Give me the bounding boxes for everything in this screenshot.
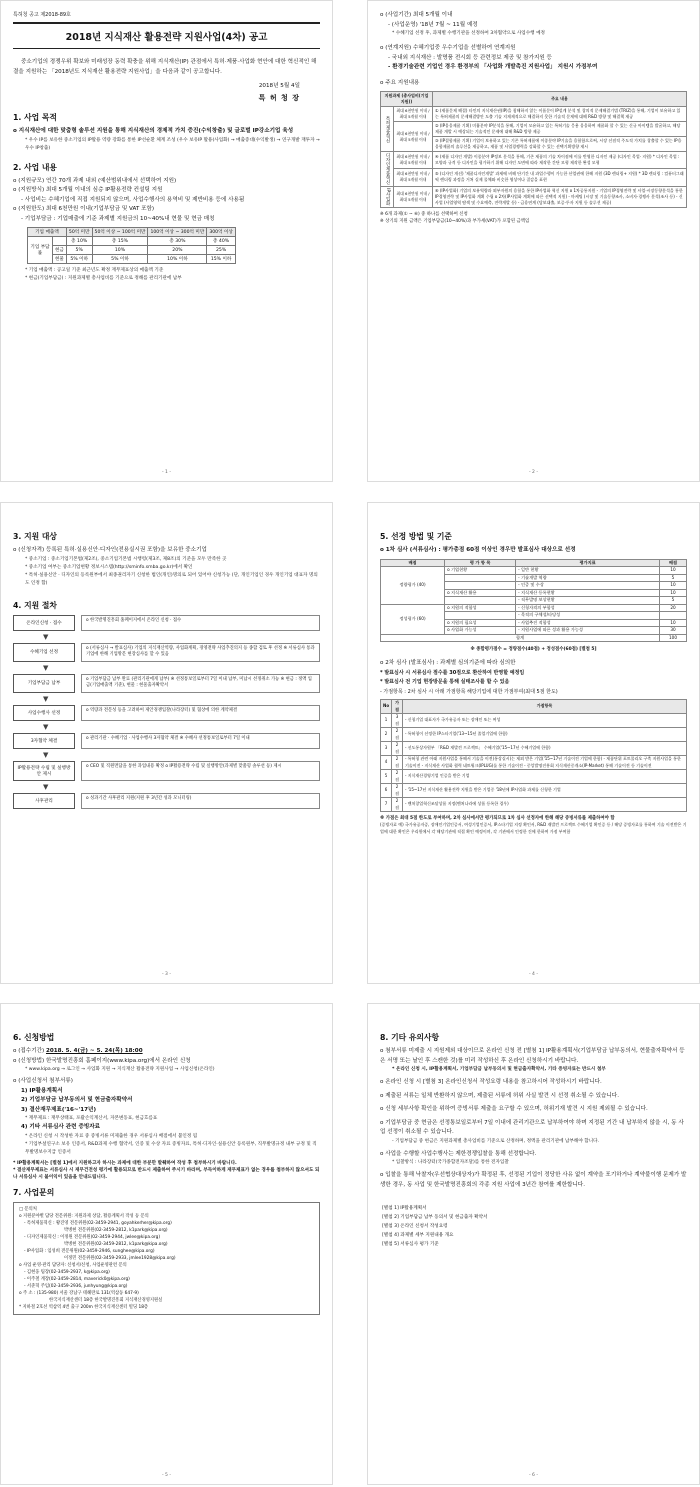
limit-cell: 최대 6천만원 이내 / 최대 5개월 이내: [394, 152, 433, 169]
contact-line: - IP사업화 : 임성희 전문위원(02-3459-2946, sunghee@kipa.org): [24, 1248, 155, 1254]
page-5: [0, 1003, 333, 1485]
page-number: - 1 -: [162, 470, 171, 475]
table-cell: 2점: [392, 728, 403, 742]
table-cell: 2점: [392, 784, 403, 798]
contact-line: - 디자인제품혁신 : 이정원 전문위원(02-3459-2944, jwlee@kipa.org): [24, 1234, 161, 1240]
table-cell: o 기업현황: [445, 567, 516, 575]
group-name: 정량평가 (40): [381, 567, 445, 605]
table-cell: 10: [660, 589, 687, 597]
step-label: IP활용전략 수립 및 실행방안 제시: [13, 761, 75, 781]
project-schedule-note: * 수혜기업 선정 후, 과제별 수행기관을 선정하여 3차협약으로 사업수행 예정: [392, 31, 545, 36]
step-label: 사후관리: [13, 793, 75, 809]
table-cell: 2점: [392, 756, 403, 770]
contact-line: 박병현 전문위원(02-3459-2812, k1park@kipa.org): [64, 1241, 168, 1247]
bonus-evidence-note: (증빙자료 예) 국가유공자증, 장애인기업인증서, 여성기업인증서, IP스타기업 지정 확인서, R&D 재발견 프로젝트 수혜기업 확인증 등 / 해당 증빙자료를 통하여 기술 이전받은 기업에 대한 확인은 우리원에서 각 해당기관에 직접 확인 예정이며, 각 기관에서 인정한 건에 한하여 가점 부여함: [380, 822, 687, 834]
table-cell: - 기술개발 역량: [516, 574, 660, 582]
section-1-title: 1. 사업 목적: [13, 113, 57, 122]
total-value: 100: [660, 634, 687, 642]
bonus-note: ※ 가점은 최대 5점 한도로 부여하며, 2차 심사에서만 평가되므로 1차 심사 선정자에 한해 해당 증빙서류를 제출하여야 함: [380, 816, 615, 821]
table-cell: - 특허청 관련 아래 지원사업을 통해서 기술을 이전(통상실시)는 제외 받은 기업('15~17년 기술이전 기업에 한함) - 제품단위 포트폴리오 구축 지원사업을 통한 기술이전 - 지식재산 사업화 협력 네트워크(IPLUG)를 통한 기술이전 - 중앙발명진흥회 지식재산중개소(IP-Market) 통해 기술이전 등 기술이전: [402, 756, 686, 770]
table-cell: 10: [660, 619, 687, 627]
table-cell: - 인증 및 수상: [516, 582, 660, 590]
step-description: o 성과기간 사후관리 지원(지원 후 3년간 성과 모니터링): [81, 793, 320, 809]
second-review: o 2차 심사 (발표심사) : 과제별 심의기준에 따라 심의한: [380, 660, 516, 666]
section-4-title: 4. 지원 절차: [13, 600, 57, 610]
document-note: * 기업부설연구소 보유 인증서, R&D과제 수행 협약서, 인증 및 수상 자료 증빙자료, 특허·디자인·실용신안 등록원부, 직무발명규정 내부 규정 및 직무발명보수지급 인증서: [25, 1141, 317, 1155]
table-cell: 총 40%: [207, 237, 236, 246]
contact-line: 이정민 전문위원(02-3459-2933, jmlee1928@kipa.org): [64, 1255, 176, 1261]
table-cell: 총 30%: [148, 237, 207, 246]
linked-support-env: - 환경기술관련 기업인 경우 환경부의 「사업화 개발촉진 지원사업」 지원시 가점부여: [388, 64, 598, 70]
table-cell: - 선도통상자원부 「R&D 재발견 프로젝트」 수혜기업('15~17년 수혜기업에 한함): [402, 742, 686, 756]
signer: 특 허 청 장: [258, 94, 300, 102]
table-cell: 5: [660, 574, 687, 582]
table-cell: - 지식재산 등록현황: [516, 589, 660, 597]
table-cell: - 사업추진 적합성: [516, 619, 660, 627]
limit-cell: 최대 6천만원 이내 / 최대 5개월 이내: [394, 122, 433, 152]
bonus-intro: - 가점항목 : 2차 심사 시 아래 가점항목 해당기업에 대한 가점부여(최대 5점 한도): [380, 688, 558, 695]
table-header: 평 가 항 목: [445, 559, 516, 567]
intro-paragraph: 중소기업의 경쟁우위 확보와 미래성장 동력 확충을 위해 지식재산(IP) 관점에서 특허·제품·사업화 현안에 대한 혁신적인 해결을 지원하는 「2018년도 지식재산 활용전략 지원사업」을 다음과 같이 공고합니다.: [13, 59, 317, 75]
document-note: * 온라인 신청 시 작성한 자료 중 증빙서류 미제출한 경우 서류심사 배점에서 불인정 됨: [25, 1133, 198, 1139]
table-cell: 10: [660, 567, 687, 575]
table-cell: 20: [660, 604, 687, 612]
table-cell: 15% 이하: [207, 255, 236, 264]
procedure-step: [13, 733, 320, 759]
table-cell: - 신청자격의 부합성: [516, 604, 660, 612]
table-row: [381, 728, 687, 742]
section-2-title: 2. 사업 내용: [13, 162, 57, 172]
content-cell: ② (IP융융제품 기획) 미흡분야 IP분석을 통해, 기업이 모유하고 있는 특허기술 응용 융융하여 제품화 할 수 있는 신규 아이템을 발굴하고, 해당 제품 개발 시 예상되는 기술적인 문제에 대해 R&D 방향 제공: [433, 122, 687, 137]
content-cell: ③ (IP결합제품 기획) 기업이 보유하고 있는 기존 특허제품에 이종분야 IP기술을 융합함으로써, 시장 선점적 주도적 가치를 창출할 수 있는 IP융융합제품의 솔루션을 제공하고, 제품 및 사업경쟁력을 강화할 수 있는 선택기획방향 제시: [433, 137, 687, 152]
total-label: 합계: [381, 634, 660, 642]
procedure-step: [13, 761, 320, 791]
note-revenue: * 기업 매출액 : 공고일 기준 최근년도 확정 재무제표상의 매출액 기준: [25, 268, 164, 273]
table-header: 50억 이상 ~ 100억 미만: [92, 228, 148, 237]
document-note: * 재무제표 : 재무상태표, 포괄손익계산서, 자본변동표, 현금흐름표: [25, 1116, 158, 1121]
contact-line: - 특허제품혁신 : 황진영 전문위원(02-3459-2941, goyahkerher@kipa.org): [24, 1220, 172, 1226]
group-label: 기업 부담률: [28, 237, 53, 264]
document-item: 3) 결산재무제표('16~'17년): [21, 1106, 97, 1113]
linked-support: o (연계지원) 수혜기업중 우수기업을 선별하여 연계지원: [380, 45, 516, 51]
table-cell: 3: [381, 742, 392, 756]
contact-line: 박병현 전문위원(02-3459-2812, k1park@kipa.org): [64, 1227, 168, 1233]
support-scale: o (지원규모) 연간 70개 과제 내외 (예산범위내에서 선택하여 지원): [13, 177, 177, 184]
table-row: [381, 798, 687, 812]
table-cell: 30: [660, 627, 687, 635]
table-cell: 1: [381, 714, 392, 728]
notice-item: o 사업을 수행할 사업수행사는 제한경쟁입찰을 통해 선정합니다.: [380, 1150, 537, 1157]
table-header: No: [381, 700, 392, 714]
page-number: - 5 -: [162, 1473, 171, 1478]
table-row: [381, 784, 687, 798]
page-number: - 6 -: [529, 1473, 538, 1478]
eligibility-note: * 특허·실용신안 · 디자인의 등록원부에서 최종권리자기 신청한 법인(개인)명의로 되어 있어야 신청가능 (단, 개인기업인 경우 개인기업 대표자 명의도 인정 함): [25, 572, 318, 586]
second-review-note: * 발표심사 시 서류심사 점수를 30점으로 환산하여 반영할 예정임: [380, 669, 525, 676]
table-row: [381, 714, 687, 728]
step-description: o 역량과 전문성 등을 고려하여 제안경쟁입찰(나라장터) 및 협상에 의한 계약체결: [81, 705, 320, 721]
project-period: o (사업기간) 최대 5개월 이내: [380, 12, 453, 18]
table-header: 가점: [392, 700, 403, 714]
step-description: o CEO 및 직원면담을 통한 과업내용 확정 o IP활용전략 수립 및 실행방안(과제별 맞춤형 솔루션 등) 제시: [81, 761, 320, 781]
table-header: 배점: [660, 559, 687, 567]
section-1-text: o 지식재산에 대한 맞춤형 솔루션 지원을 통해 지식재산의 경제적 가치 증진(수익창출) 및 글로벌 IP강소기업 육성: [13, 128, 294, 134]
step-description: o 한국발명진흥회 홈페이지에서 온라인 신청 · 접수: [81, 615, 320, 631]
contact-line: - 김현웅 팀장(02-3459-2937, k@kipa.org): [24, 1269, 110, 1275]
category-cell: IP사업화: [381, 186, 394, 207]
down-arrow-icon: ▼: [43, 722, 49, 731]
note-cash: * 현금(기업부담금) : 지원과제별 총사업비를 기준으로 정해를 관리기관에 납부: [25, 276, 182, 281]
address-line: 한국지식재산센터 18층 한국발명진흥회 지식재산경영지원실: [49, 1297, 163, 1303]
table-cell: 2점: [392, 770, 403, 784]
category-cell: 특허제품혁신: [381, 107, 394, 152]
procedure-flow: [13, 615, 320, 809]
attachment-item: [별첨 1] IP활용계획서: [382, 1206, 427, 1211]
table-footnote: ※ 6개 과제(① ~ ⑥) 중 하나를 선택하여 신청: [380, 211, 468, 217]
table-cell: - 특허청이 선정한 IP스타기업('13~15년 졸업기업에 한함): [402, 728, 686, 742]
notice-item: o 제출된 서류는 일체 반환하지 않으며, 제출된 서류에 허위 사실 발견 시 선정 취소될 수 있습니다.: [380, 1092, 619, 1099]
table-cell: 10: [660, 582, 687, 590]
table-cell: 총 15%: [92, 237, 148, 246]
table-cell: 2점: [392, 742, 403, 756]
table-cell: [660, 612, 687, 620]
procedure-step: [13, 615, 320, 641]
period-label: o (접수기간): [13, 1048, 46, 1054]
step-label: 수혜기업 선정: [13, 643, 75, 662]
table-cell: [445, 582, 516, 590]
table-cell: 4: [381, 756, 392, 770]
step-description: o 기업부담금 납부 완료 (관리기관에게 납부) ※ 선정통보일로부터 7일 이내 납부, 미납시 선정취소 가능 ※ 현금 : 정액 입금(기업매출액 기준), 현물 : 현물출자확약서: [81, 674, 320, 693]
step-label: 기업부담금 납부: [13, 674, 75, 693]
procedure-step: [13, 643, 320, 672]
support-method: o (지원방식) 최대 5개월 이내의 심층 IP활용전략 컨설팅 지원: [13, 187, 163, 193]
table-cell: 2점: [392, 798, 403, 812]
notice-note: - 기업부담금 중 현금은 지원과제별 총사업비를 기준으로 산정하며, 정액을 관리기관에 납부해야 합니다.: [392, 1138, 600, 1144]
table-cell: 25%: [207, 246, 236, 255]
table-cell: o 지원의 필요성: [445, 619, 516, 627]
page-number: - 2 -: [529, 470, 538, 475]
table-header: 주요 내용: [433, 92, 687, 107]
table-cell: 5% 이하: [92, 255, 148, 264]
table-row: [381, 770, 687, 784]
table-cell: - 지식재산경영기업 인증을 받은 기업: [402, 770, 686, 784]
table-footnote: ※ 상기의 지원 금액은 기업부담금(10~40%)과 부가세(VAT)가 포함된 금액임: [380, 218, 530, 224]
contact-box: [13, 1202, 320, 1315]
notice-item: o 입찰을 통해 낙찰자(우선협상대상자)가 확정된 후, 선정된 기업이 정당한 사유 없이 계약을 포기하거나 계약불이행 문제가 발생한 경우, 동 사업 및 한국발명진흥회의 각종 지원 사업에 3년간 참여를 제한합니다.: [380, 1172, 687, 1188]
table-cell: - 신청기업 대표자가 국가유공자 또는 장애인 또는 여성: [402, 714, 686, 728]
section-6-title: 6. 신청방법: [13, 1033, 55, 1042]
table-cell: 20%: [148, 246, 207, 255]
first-review: o 1차 심사 (서류심사) : 평가총점 60점 이상인 경우만 발표심사 대상으로 선정: [380, 547, 576, 553]
section-5-title: 5. 선정 방법 및 기준: [380, 532, 452, 541]
table-row: [381, 742, 687, 756]
table-cell: 10% 이하: [148, 255, 207, 264]
step-description: o 관리기관 · 수혜기업 · 사업수행사 3자협약 체결 ※ 수혜사 선정통보일로부터 7일 이내: [81, 733, 320, 749]
application-path: * www.kipa.org → 로그인 → 사업화 지원 → 지식재산 활용전략 지원사업 → 사업신청(온라인): [25, 1067, 215, 1072]
table-cell: 6: [381, 784, 392, 798]
table-cell: 5: [660, 597, 687, 605]
contact-line: o 지원분야별 담당 전문위원: 지원과제 상담, 활용계획서 작성 등 문의: [19, 1213, 149, 1219]
page-number: - 4 -: [529, 972, 538, 977]
attachment-list: [380, 1204, 687, 1249]
table-row: [381, 756, 687, 770]
notice-item: o 신청 세부사항 확인을 위하여 증빙서류 제출을 요구할 수 있으며, 허위기재 발견 시 지원 제외될 수 있습니다.: [380, 1106, 648, 1112]
notice-note: * 입찰방식 : 나라장터(국가종합전자조달)를 통한 전자입찰: [392, 1160, 509, 1165]
document-item: 1) IP활용계획서: [21, 1087, 63, 1094]
main-support-label: o 주요 지원내용: [380, 79, 420, 86]
financial-note: * 결산재무제표는 서류심사 시 재무건전성 평가에 활용되므로 반드시 제출하여 주시기 바라며, 부득이하게 재무제표가 없는 경우를 첨부하지 않으셔도 되나 서류심사 시 불이익이 있음을 안내드립니다.: [13, 1167, 320, 1180]
limit-cell: 최대 6천만원 이내 / 최대 5개월 이내: [394, 169, 433, 186]
procedure-step: [13, 705, 320, 731]
attachments-label: o (사업신청서 첨부서류): [13, 1078, 73, 1084]
table-cell: - 지원사업에 따른 성과 활용 가능성: [516, 627, 660, 635]
table-cell: o 사업화 가능성: [445, 627, 516, 635]
notice-item: o 온라인 신청 시 [별첨 3] 온라인신청서 작성요령 내용을 참고하시어 작성하시기 바랍니다.: [380, 1079, 602, 1085]
table-header: 평가지표: [516, 559, 660, 567]
row-label: 현금: [53, 246, 67, 255]
contribution-table: [27, 227, 236, 264]
group-name: 정성평가 (60): [381, 604, 445, 634]
row-label: 현물: [53, 255, 67, 264]
down-arrow-icon: ▼: [43, 663, 49, 672]
evaluation-table: [380, 559, 687, 643]
section-7-title: 7. 사업문의: [13, 1187, 55, 1197]
attachment-item: [별첨 2] 기업부담금 납부 동의서 및 현금출자 확약서: [382, 1215, 488, 1220]
page-number: - 3 -: [162, 972, 171, 977]
project-schedule: - (사업운영) '18년 7월 ~ 11월 예정: [388, 21, 478, 28]
table-cell: - 목적의 구체성/타당성: [516, 612, 660, 620]
content-cell: ⑥ (IP사업화) 기업의 보유역량과 외부자원의 융합을 통한 IP사업화 혁신 지원 o 1차공통지원 - 기업의 IP경영전략 및 사업·시장동향분석을 통한 IP경영전략 및 IP사업화 계획 수립 o 2차(IP사업화 계획에 따른 선택적 지원) - 마케팅 (시장 및 기술동향조사, 소비자·경쟁사 분석(조사 등) - 신사업 (사업영역 탐색 및 수요예측, 전략개발 등) - 금융연계 (담보대출, 보증·투자 지원 등 솔루션 제공): [433, 186, 687, 207]
table-cell: o 지식재산 활용: [445, 589, 516, 597]
content-cell: ① (제품문제 해결) 타인의 지식재산권(IP)을 침해하지 않는 이품문이 IP설계 분석 및 창의적 문제해결기법 (TRIZ)을 통해, 기업이 보유하고 있는 특허제품의 문제해결방안 도출 기술 지재제적으로 해결하지 못한 기술적 문제에 대해 R&D 방향 및 해결책 제공: [433, 107, 687, 122]
table-header: 가점항목: [402, 700, 686, 714]
support-content-table: [380, 91, 687, 208]
table-header: 배점: [381, 559, 445, 567]
table-header: 50억 미만: [66, 228, 92, 237]
table-cell: 3점: [392, 714, 403, 728]
contact-heading: □ 문의처: [19, 1206, 37, 1212]
page-3: [0, 502, 333, 984]
step-description: o (서류심사 → 발표심사) 기업의 지식재산역량, 사업화계획, 경영전략 사업추진의지 등 종합 검토 후 선정 ※ 서류심사 통과 기업에 한해 기업방문 현장심사를 할 수 있음: [81, 643, 320, 662]
step-label: 사업수행사 선정: [13, 705, 75, 721]
limit-cell: 최대 6천만원 이내 / 최대 5개월 이내: [394, 107, 433, 122]
step-label: 3자협약 체결: [13, 733, 75, 749]
content-cell: ④ (제품 디자인 개발) 이종분야 IP정보 분석을 통해, 기존 제품의 기술 차이점에 이를 반영한 디자인 제공 (디자인 목업· 지원) * 디자인 목업 : 모양과 규격 등 디자인을 평가하기 위해 디자인 도면에 따라 제작한 간단 모형 제작한 완성 모형: [433, 152, 687, 169]
support-limit: o (지원한도) 최대 6천만원 이내(기업부담금 및 VAT 포함): [13, 206, 155, 212]
notice-item: o 기업부담금 중 현금은 선정통보일로부터 7일 이내에 관리기관으로 납부하여야 하며 지정된 기간 내 납부하지 않을 시, 동 사업 선정이 취소될 수 있습니다.: [380, 1119, 684, 1135]
table-cell: 5: [381, 770, 392, 784]
document-number: 특허청 공고 제2018-89호: [13, 12, 71, 18]
down-arrow-icon: ▼: [43, 782, 49, 791]
attachment-item: [별첨 3] 온라인 신청서 작성요령: [382, 1224, 448, 1229]
table-cell: - '15~17년 지식재산 활용전략 지원을 받은 기업중 '18년에 IP사업화 과제를 신청한 기업: [402, 784, 686, 798]
table-cell: - 벤처창업혁신조달상품 지정(벤처나라에 상품 등록한 경우): [402, 798, 686, 812]
company-contribution: - 기업부담금 : 기업매출에 기준 과제별 지원금의 10~40%내 현물 및 현금 매칭: [21, 215, 215, 222]
support-method-note: - 사업비는 수혜기업에 직접 지원되지 않으며, 사업수행사의 용역비 및 제반비용 등에 사용됨: [21, 196, 245, 203]
table-header: 300억 이상: [207, 228, 236, 237]
attachment-item: [별첨 4] 과제별 세부 지원내용 개요: [382, 1233, 454, 1238]
notice-note: * 온라인 신청 시, IP활용계획서, 기업부담금 납부동의서 및 현금출자확약서, 기타 증빙자료는 반드시 첨부: [392, 1067, 606, 1072]
page-4: [367, 502, 700, 984]
document-item: 4) 기타 서류심사 관련 증빙자료: [21, 1124, 101, 1130]
page-2: [367, 0, 700, 482]
section-1-note: * 우수 IP를 보유한 중소기업의 IP활용 역량 강화를 통한 IP선순환 체계 조성 (우수 보유IP 활용(사업화) → 매출증대(수익발생) → 연구개발 재투자 → 우수 IP창출): [25, 137, 320, 151]
table-cell: [445, 574, 516, 582]
table-cell: 5%: [66, 246, 92, 255]
down-arrow-icon: ▼: [43, 694, 49, 703]
eligibility-note: * 중소기업 여부는 중소기업현황 정보시스템(http://sminfo.smba.go.kr)에서 확인: [25, 564, 193, 570]
table-cell: - 일반 현황: [516, 567, 660, 575]
contact-line: o 사업 운영·관리 담당자: 신청서/신청, 사업운영관련 문의: [19, 1262, 127, 1268]
table-cell: 총 10%: [66, 237, 92, 246]
section-8-title: 8. 기타 유의사항: [380, 1033, 440, 1042]
table-cell: [445, 597, 516, 605]
step-label: 온라인신청 · 접수: [13, 615, 75, 631]
announcement-date: 2018년 5월 4일: [258, 83, 300, 89]
plan-note: * IP활용계획서는 [별첨 1]에서 지원하고자 하시는 과제에 대한 부분만 발췌하여 작성 후 첨부하시기 바랍니다.: [13, 1160, 237, 1166]
application-method: o (신청방법) 한국발명진흥회 홈페이지(www.kipa.org)에서 온라인 신청: [13, 1057, 191, 1064]
eligibility-note: * 중소기업 : 중소기업기본법(제2조), 중소기업기본법 시행령(제3조, 제8조)의 기준을 모두 만족한 곳: [25, 556, 227, 562]
table-header: 기업 매출액: [28, 228, 67, 237]
address-line: * 지하철 2호선 역삼역 4번 출구 200m 한국지식재산센터 빌딩 18층: [19, 1304, 149, 1310]
section-3-title: 3. 지원 대상: [13, 532, 57, 541]
application-period: [13, 1047, 320, 1057]
contact-line: - 서준혁 주임(02-3459-2936, junhyung@kipa.org): [24, 1283, 128, 1289]
procedure-step: [13, 793, 320, 809]
table-cell: 5% 이하: [66, 255, 92, 264]
bonus-table: [380, 699, 687, 812]
table-cell: 2: [381, 728, 392, 742]
procedure-step: [13, 674, 320, 703]
table-header: 지원과제 (총사업비(기업지원)): [381, 92, 433, 107]
score-formula: ※ 종합평가점수 = 정량점수(40점) + 정성점수(60점) [별첨 5]: [470, 647, 597, 652]
second-review-note: * 발표심사 전 기업 현장방문을 통해 실태조사를 할 수 있음: [380, 679, 510, 685]
table-cell: o 지원의 적합성: [445, 604, 516, 612]
limit-cell: 최대 6천만원 이내 / 최대 5개월 이내: [394, 186, 433, 207]
announcement-title: 2018년 지식재산 활용전략 지원사업(4차) 공고: [13, 22, 320, 49]
page-1: [0, 0, 333, 482]
table-cell: [445, 612, 516, 620]
period-value: 2018. 5. 4(금) ~ 5. 24(목) 18:00: [45, 1048, 143, 1054]
table-cell: 7: [381, 798, 392, 812]
row-label: [53, 237, 67, 246]
page-6: [367, 1003, 700, 1485]
address-line: o 주 소 : (135-980) 서울 강남구 테헤란로 131(역삼동 647-9): [19, 1290, 139, 1296]
table-cell: 10%: [92, 246, 148, 255]
linked-support-domestic: - 국내외 지식재산 : 발명품 전시회 등 관련정보 제공 및 참가지원 등: [388, 54, 552, 61]
attachment-item: [별첨 5] 서류심사 평가 기준: [382, 1242, 439, 1247]
table-cell: - 직무발명 보상현황: [516, 597, 660, 605]
content-cell: ⑤ (디자인 개선) '제품디자인개발' 과제에 비해 단기간 내 과업수행이 가능한 산업권에 한해 지원 (3D 렌더링+ 지원) * 3D 렌더링 : 컴퓨터그래픽 렌더링 과정을 거쳐 실제 물체와 비슷한 영상이나 질감을 표현: [433, 169, 687, 186]
document-item: 2) 기업부담금 납부동의서 및 현금출자확약서: [21, 1097, 133, 1103]
table-header: 100억 이상 ~ 300억 미만: [148, 228, 207, 237]
eligibility: o (신청자격) 등록된 특허·실용신안·디자인(전용실시권 포함)을 보유한 중소기업: [13, 547, 207, 553]
down-arrow-icon: ▼: [43, 632, 49, 641]
notice-item: o 첨부서류 미제출 시 지원제외 대상이므로 온라인 신청 전 [별첨 1] IP활용계획서(기업부담금 납부동의서, 현물출자확약서 등은 서명 또는 날인 후 스캔한 것)를 미리 작성하신 후 온라인 신청하시기 바랍니다.: [380, 1048, 685, 1064]
contact-line: - 이주철 계장(02-3459-2814, maverick0@kipa.org): [24, 1276, 130, 1282]
down-arrow-icon: ▼: [43, 750, 49, 759]
category-cell: 디자인제품혁신: [381, 152, 394, 187]
